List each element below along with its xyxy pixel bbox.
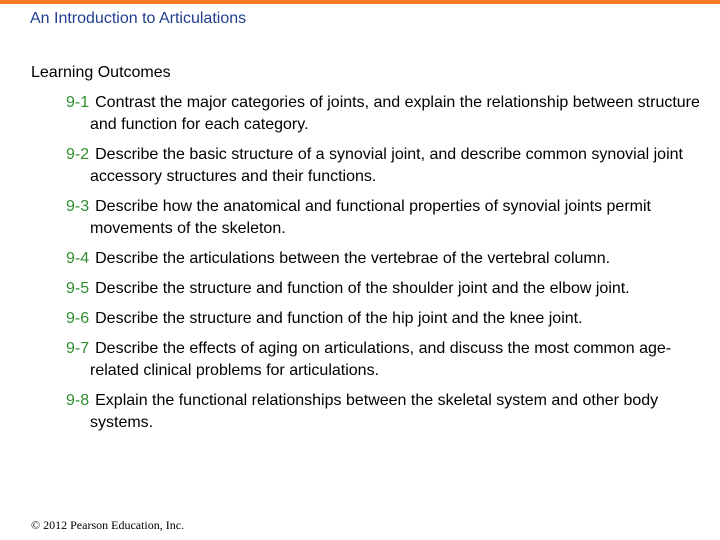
section-heading: Learning Outcomes — [31, 64, 171, 81]
accent-stripe — [0, 0, 720, 4]
outcome-item — [66, 308, 706, 330]
outcome-number: 9-2 — [66, 146, 90, 163]
copyright-notice: © 2012 Pearson Education, Inc. — [31, 518, 185, 532]
outcome-text: Explain the functional relationships between the skeletal system and other body systems. — [90, 392, 659, 431]
title-bar — [0, 0, 720, 34]
outcome-text: Describe the articulations between the vertebrae of the vertebral column. — [95, 250, 611, 267]
outcome-number: 9-4 — [66, 250, 90, 267]
outcome-item — [66, 338, 706, 382]
outcome-item — [66, 144, 706, 188]
outcome-number: 9-8 — [66, 392, 90, 409]
outcome-text: Contrast the major categories of joints, and explain the relationship between structure and function for each category. — [90, 94, 700, 133]
outcome-text: Describe the structure and function of the hip joint and the knee joint. — [95, 310, 583, 327]
outcome-number: 9-6 — [66, 310, 90, 327]
outcome-item — [66, 248, 706, 270]
outcome-number: 9-7 — [66, 340, 90, 357]
outcome-item — [66, 196, 706, 240]
outcome-text: Describe the effects of aging on articulations, and discuss the most common age-related clinical problems for articulations. — [90, 340, 672, 379]
outcome-number: 9-1 — [66, 94, 90, 111]
outcome-text: Describe how the anatomical and functional properties of synovial joints permit movements of the skeleton. — [90, 198, 651, 237]
outcome-text: Describe the basic structure of a synovial joint, and describe common synovial joint accessory structures and their functions. — [90, 146, 683, 185]
outcome-item — [66, 278, 706, 300]
outcome-item — [66, 390, 706, 434]
outcome-number: 9-5 — [66, 280, 90, 297]
outcome-number: 9-3 — [66, 198, 90, 215]
learning-outcomes-list — [66, 92, 706, 442]
slide-title: An Introduction to Articulations — [30, 10, 247, 27]
outcome-text: Describe the structure and function of the shoulder joint and the elbow joint. — [95, 280, 630, 297]
outcome-item — [66, 92, 706, 136]
